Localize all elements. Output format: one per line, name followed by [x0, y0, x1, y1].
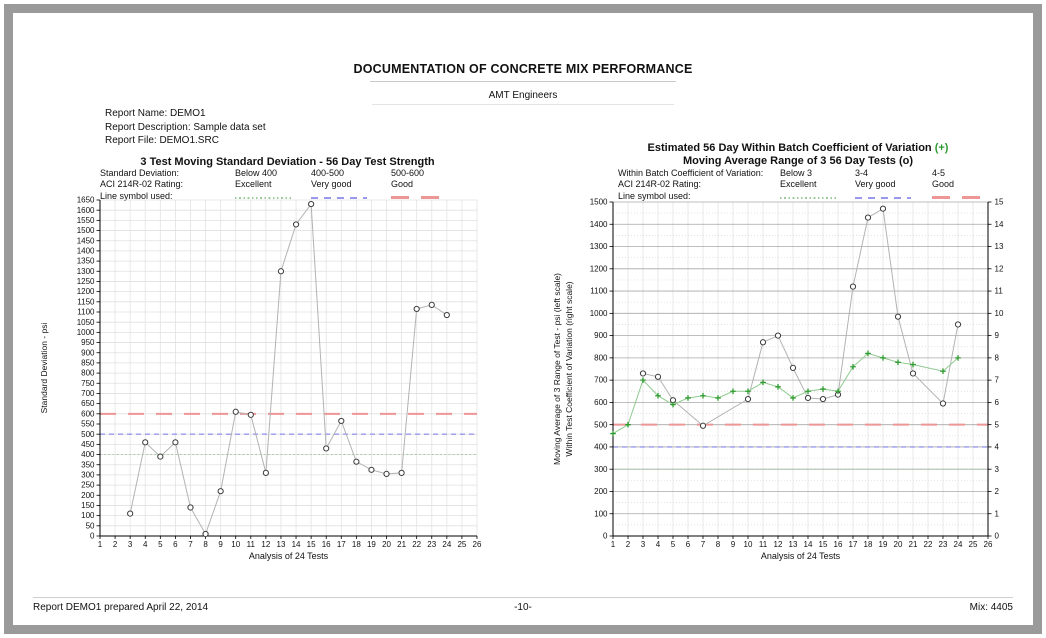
- svg-text:11: 11: [758, 540, 768, 549]
- svg-text:7: 7: [994, 375, 999, 385]
- svg-text:14: 14: [803, 540, 813, 549]
- title-underline: [370, 81, 676, 82]
- svg-text:100: 100: [594, 509, 608, 519]
- svg-text:200: 200: [81, 490, 95, 500]
- svg-text:1300: 1300: [76, 266, 95, 276]
- circle-marker: [429, 302, 434, 307]
- svg-text:9: 9: [730, 540, 736, 549]
- cov-chart-title-line2: Moving Average Range of 3 56 Day Tests (o): [682, 155, 914, 167]
- svg-text:600: 600: [81, 409, 95, 419]
- svg-text:600: 600: [594, 398, 608, 407]
- circle-marker: [384, 471, 389, 476]
- svg-text:12: 12: [773, 540, 783, 549]
- svg-text:1000: 1000: [76, 327, 95, 337]
- legend-cell: Below 3: [780, 167, 813, 178]
- legend-row-label: ACI 214R-02 Rating:: [100, 179, 184, 190]
- y-axis-title: Within Test Coefficient of Variation (right scale): [564, 281, 574, 457]
- circle-marker: [354, 459, 359, 464]
- svg-text:13: 13: [994, 242, 1004, 252]
- svg-text:700: 700: [81, 389, 95, 399]
- svg-text:11: 11: [246, 540, 255, 549]
- circle-marker: [128, 511, 133, 516]
- legend-row-label: Standard Deviation:: [100, 167, 180, 178]
- svg-text:17: 17: [848, 540, 858, 549]
- svg-text:13: 13: [788, 540, 798, 549]
- legend-cell: Very good: [311, 179, 352, 190]
- tick-labels: [77, 196, 482, 549]
- svg-text:1500: 1500: [76, 226, 95, 236]
- cov-chart-title-text: Estimated 56 Day Within Batch Coefficient of Variation: [647, 142, 935, 154]
- plus-marker: [610, 431, 616, 437]
- svg-text:1: 1: [97, 540, 103, 549]
- legend-row-label: Line symbol used:: [100, 190, 173, 201]
- plus-marker: [730, 388, 736, 394]
- svg-text:23: 23: [938, 540, 948, 549]
- svg-text:21: 21: [908, 540, 918, 549]
- plus-marker: [700, 393, 706, 399]
- svg-text:750: 750: [81, 378, 95, 388]
- circle-marker: [248, 412, 253, 417]
- svg-text:1: 1: [994, 509, 999, 519]
- circle-marker: [745, 396, 750, 401]
- circle-marker: [865, 215, 870, 220]
- circle-marker: [655, 374, 660, 379]
- svg-text:350: 350: [81, 460, 95, 470]
- svg-text:850: 850: [81, 358, 95, 368]
- svg-text:900: 900: [81, 348, 95, 358]
- svg-text:15: 15: [306, 540, 316, 549]
- legend-cell: 4-5: [932, 167, 946, 178]
- svg-text:1350: 1350: [76, 256, 95, 266]
- svg-text:8: 8: [994, 353, 999, 363]
- legend-cell: Excellent: [780, 179, 817, 190]
- svg-text:1150: 1150: [77, 297, 95, 307]
- plus-marker: [715, 395, 721, 401]
- svg-text:12: 12: [261, 540, 271, 549]
- circle-marker: [880, 206, 885, 211]
- circle-marker: [910, 371, 915, 376]
- axes: [100, 200, 477, 536]
- svg-text:9: 9: [218, 540, 223, 549]
- circle-marker: [203, 531, 208, 536]
- report-file: Report File: DEMO1.SRC: [105, 135, 219, 146]
- svg-text:25: 25: [457, 540, 467, 549]
- svg-text:1000: 1000: [589, 308, 608, 318]
- svg-text:19: 19: [878, 540, 888, 549]
- legend-cell: 500-600: [391, 167, 425, 178]
- plus-marker: [820, 386, 826, 392]
- svg-text:1600: 1600: [76, 205, 95, 215]
- svg-text:12: 12: [994, 264, 1004, 274]
- svg-text:4: 4: [143, 540, 148, 549]
- series-range-circles: [128, 201, 450, 536]
- organization-name: AMT Engineers: [488, 90, 558, 101]
- legend-cell: Excellent: [235, 179, 272, 190]
- circle-marker: [760, 340, 765, 345]
- svg-text:900: 900: [594, 331, 608, 341]
- circle-marker: [940, 401, 945, 406]
- y-axis-title: Standard Deviation - psi: [39, 322, 49, 414]
- circle-marker: [955, 322, 960, 327]
- circle-marker: [324, 446, 329, 451]
- svg-text:1550: 1550: [76, 215, 95, 225]
- svg-text:6: 6: [685, 540, 691, 549]
- svg-text:15: 15: [818, 540, 828, 549]
- svg-text:450: 450: [81, 439, 95, 449]
- svg-text:0: 0: [90, 531, 95, 541]
- circle-marker: [895, 314, 900, 319]
- legend-row: [100, 179, 481, 191]
- svg-text:22: 22: [412, 540, 422, 549]
- circle-marker: [218, 489, 223, 494]
- circle-marker: [339, 418, 344, 423]
- legend-cell: Good: [932, 179, 955, 190]
- svg-text:9: 9: [994, 331, 999, 341]
- svg-text:150: 150: [81, 501, 95, 511]
- svg-text:10: 10: [743, 540, 753, 549]
- plus-marker: [880, 355, 886, 361]
- svg-text:24: 24: [953, 540, 963, 549]
- svg-text:23: 23: [427, 540, 437, 549]
- circle-marker: [278, 269, 283, 274]
- y-axis-title: Moving Average of 3 Range of Test - psi (left scale): [552, 273, 562, 465]
- svg-text:20: 20: [893, 540, 903, 549]
- footer-report-note: Report DEMO1 prepared April 22, 2014: [33, 602, 209, 613]
- svg-text:4: 4: [655, 540, 661, 549]
- svg-text:3: 3: [640, 540, 646, 549]
- svg-text:700: 700: [594, 375, 608, 385]
- svg-text:25: 25: [968, 540, 978, 549]
- svg-text:20: 20: [382, 540, 391, 549]
- circle-marker: [775, 333, 780, 338]
- svg-text:1450: 1450: [76, 236, 95, 246]
- svg-text:500: 500: [594, 420, 608, 430]
- svg-text:16: 16: [833, 540, 843, 549]
- circle-marker: [233, 409, 238, 414]
- svg-text:400: 400: [81, 450, 95, 460]
- tick-labels: [590, 198, 1004, 549]
- circle-marker: [173, 440, 178, 445]
- svg-text:1400: 1400: [76, 246, 95, 256]
- svg-text:1250: 1250: [76, 277, 95, 287]
- legend-cell: Good: [391, 179, 414, 190]
- circle-marker: [263, 470, 268, 475]
- svg-text:950: 950: [81, 338, 95, 348]
- svg-text:1100: 1100: [77, 307, 95, 317]
- x-axis-title: Analysis of 24 Tests: [760, 551, 841, 561]
- svg-text:300: 300: [81, 470, 95, 480]
- svg-text:10: 10: [994, 308, 1004, 318]
- svg-text:7: 7: [188, 540, 193, 549]
- svg-text:800: 800: [594, 353, 608, 363]
- svg-text:2: 2: [625, 540, 631, 549]
- svg-text:16: 16: [321, 540, 331, 549]
- circle-marker: [293, 222, 298, 227]
- circle-marker: [158, 454, 163, 459]
- svg-text:3: 3: [127, 540, 133, 549]
- circle-marker: [700, 423, 705, 428]
- svg-text:18: 18: [863, 540, 873, 549]
- organization-underline: [372, 104, 674, 105]
- plus-marker: [685, 395, 691, 401]
- svg-text:1300: 1300: [589, 242, 608, 252]
- svg-text:5: 5: [158, 540, 163, 549]
- svg-text:26: 26: [983, 540, 993, 549]
- svg-text:18: 18: [351, 540, 361, 549]
- svg-text:550: 550: [81, 419, 95, 429]
- circle-marker: [143, 440, 148, 445]
- footer-divider: [33, 597, 1013, 598]
- svg-text:17: 17: [336, 540, 346, 549]
- report-name: Report Name: DEMO1: [105, 108, 206, 119]
- svg-text:14: 14: [994, 219, 1004, 229]
- svg-text:19: 19: [366, 540, 376, 549]
- svg-text:100: 100: [81, 511, 95, 521]
- svg-text:3: 3: [994, 464, 999, 474]
- svg-text:300: 300: [594, 464, 608, 474]
- svg-text:1100: 1100: [590, 286, 608, 296]
- svg-text:650: 650: [81, 399, 95, 409]
- std-dev-chart-title: 3 Test Moving Standard Deviation - 56 Day Test Strength: [140, 156, 435, 168]
- svg-text:15: 15: [994, 197, 1004, 207]
- svg-text:11: 11: [994, 286, 1003, 296]
- footer-page-number: -10-: [514, 602, 532, 613]
- legend-row: [618, 179, 1002, 191]
- svg-text:1400: 1400: [589, 219, 608, 229]
- svg-text:500: 500: [81, 429, 95, 439]
- circle-marker: [369, 467, 374, 472]
- svg-text:13: 13: [276, 540, 286, 549]
- gridlines: [100, 200, 477, 536]
- svg-text:6: 6: [994, 398, 999, 407]
- svg-text:0: 0: [994, 531, 999, 541]
- svg-text:200: 200: [594, 487, 608, 497]
- svg-text:24: 24: [442, 540, 452, 549]
- plus-marker: [895, 360, 901, 366]
- report-description: Report Description: Sample data set: [105, 121, 266, 133]
- circle-marker: [188, 505, 193, 510]
- plus-symbol-label: (+): [934, 142, 949, 154]
- circle-marker: [309, 201, 314, 206]
- circle-marker: [399, 470, 404, 475]
- svg-text:400: 400: [594, 442, 608, 452]
- circle-marker: [444, 312, 449, 317]
- svg-text:1200: 1200: [589, 264, 608, 274]
- svg-text:50: 50: [85, 521, 95, 531]
- footer-mix-number: Mix: 4405: [969, 602, 1013, 613]
- svg-text:5: 5: [994, 420, 999, 430]
- svg-text:8: 8: [203, 540, 208, 549]
- svg-text:5: 5: [670, 540, 676, 549]
- report-info-block: [105, 107, 266, 148]
- svg-text:1650: 1650: [76, 195, 95, 205]
- svg-text:21: 21: [397, 540, 407, 549]
- circle-marker: [820, 396, 825, 401]
- svg-text:2: 2: [112, 540, 118, 549]
- std-dev-chart: [35, 192, 540, 574]
- svg-text:4: 4: [994, 442, 999, 452]
- svg-text:1050: 1050: [76, 317, 95, 327]
- circle-marker: [850, 284, 855, 289]
- circle-marker: [790, 365, 795, 370]
- svg-text:1: 1: [610, 540, 616, 549]
- circle-marker: [414, 306, 419, 311]
- svg-text:14: 14: [291, 540, 301, 549]
- cov-chart: [550, 192, 1046, 574]
- svg-text:8: 8: [715, 540, 721, 549]
- svg-text:1200: 1200: [76, 287, 95, 297]
- circle-marker: [640, 371, 645, 376]
- svg-text:2: 2: [994, 487, 999, 497]
- legend-cell: 3-4: [855, 167, 869, 178]
- legend-row: [100, 167, 481, 179]
- svg-text:250: 250: [81, 480, 95, 490]
- circle-marker: [805, 395, 810, 400]
- x-axis-title: Analysis of 24 Tests: [248, 551, 329, 561]
- legend-row-label: Line symbol used:: [618, 190, 691, 201]
- svg-text:6: 6: [173, 540, 178, 549]
- legend-cell: Below 400: [235, 167, 278, 178]
- svg-text:800: 800: [81, 368, 95, 378]
- legend-row: [618, 167, 1002, 179]
- svg-text:1500: 1500: [589, 197, 608, 207]
- svg-text:0: 0: [603, 531, 608, 541]
- svg-text:22: 22: [923, 540, 933, 549]
- cov-chart-title-line1: [550, 142, 1046, 154]
- svg-text:26: 26: [472, 540, 482, 549]
- svg-text:10: 10: [231, 540, 241, 549]
- legend-row-label: ACI 214R-02 Rating:: [618, 179, 702, 190]
- legend-cell: Very good: [855, 179, 896, 190]
- legend-row-label: Within Batch Coefficient of Variation:: [618, 167, 764, 178]
- legend-cell: 400-500: [311, 167, 345, 178]
- document-title: DOCUMENTATION OF CONCRETE MIX PERFORMANCE: [353, 62, 693, 76]
- series-cov-plus: [610, 351, 961, 437]
- svg-text:7: 7: [700, 540, 706, 549]
- plus-marker: [625, 422, 631, 428]
